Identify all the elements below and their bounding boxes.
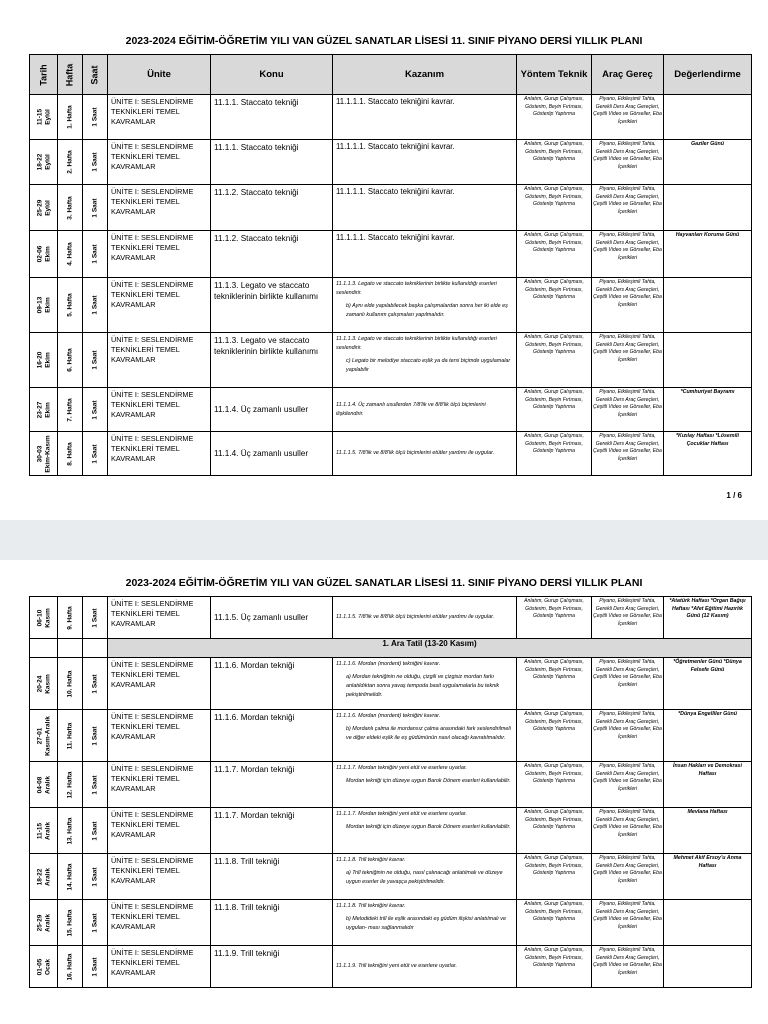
- cell-hafta-text: 10. Hafta: [66, 669, 74, 698]
- cell-saat: [83, 710, 108, 762]
- kazanim-main: 11.1.1.8. Trill tekniğini kavrar.: [336, 857, 406, 863]
- cell-saat-text: 1 Saat: [91, 774, 99, 795]
- cell-degerlendirme: [664, 95, 752, 140]
- cell-tarih: [30, 658, 58, 710]
- cell-hafta-text: 1. Hafta: [66, 105, 74, 129]
- table-row: [30, 946, 752, 988]
- cell-yontem: Anlatım, Gurup Çalışması, Gösterim, Beyin Fırtınası, Gösteriip Yaptırma: [517, 278, 592, 333]
- cell-tarih-text: 11-15 Eylül: [36, 108, 51, 126]
- cell-hafta: [58, 231, 83, 278]
- header-degerlendirme: Değerlendirme: [664, 55, 752, 95]
- cell-hafta-text: 6. Hafta: [66, 348, 74, 372]
- header-kazanim: Kazanım: [333, 55, 517, 95]
- cell-hafta: [58, 808, 83, 854]
- cell-arac: Piyano, Etkileşimli Tahta, Gerekli Ders Araç Gereçleri, Çeşitli Video ve Görseller, Eba İçerikleri: [592, 388, 664, 432]
- cell-unite: ÜNİTE I: SESLENDİRME TEKNİKLERİ TEMEL KAVRAMLAR: [108, 95, 211, 140]
- table-row: [30, 808, 752, 854]
- cell-hafta: [58, 333, 83, 388]
- cell-saat: [83, 658, 108, 710]
- holiday-blank: [30, 639, 58, 658]
- cell-konu: 11.1.8. Trill tekniği: [211, 854, 333, 900]
- cell-hafta-text: 5. Hafta: [66, 293, 74, 317]
- table-row: [30, 710, 752, 762]
- cell-kazanim: [333, 278, 517, 333]
- holiday-label: 1. Ara Tatil (13-20 Kasım): [108, 639, 752, 658]
- cell-kazanim: [333, 946, 517, 988]
- header-saat: Saat: [83, 55, 108, 95]
- cell-tarih-text: 18-22 Eylül: [36, 153, 51, 171]
- cell-arac: Piyano, Etkileşimli Tahta, Gerekli Ders Araç Gereçleri, Çeşitli Video ve Görseller, Eba İçerikleri: [592, 658, 664, 710]
- kazanim-detail: b) Mordanlı çalma ile mordansız çalma arasındaki fark seslendirilmeli ve diğer eldeki eşlik ile eş güdümünün nasıl olacağı kavratılmalıdır.: [346, 726, 511, 741]
- cell-unite: ÜNİTE I: SESLENDİRME TEKNİKLERİ TEMEL KAVRAMLAR: [108, 185, 211, 231]
- page-number: 1 / 6: [726, 491, 742, 500]
- cell-saat-text: 1 Saat: [91, 956, 99, 977]
- cell-saat: [83, 95, 108, 140]
- table-row: [30, 95, 752, 140]
- cell-yontem: Anlatım, Gurup Çalışması, Gösterim, Beyin Fırtınası, Gösteriip Yaptırma: [517, 808, 592, 854]
- cell-konu: 11.1.1. Staccato tekniği: [211, 140, 333, 185]
- cell-hafta: [58, 95, 83, 140]
- cell-unite: ÜNİTE I: SESLENDİRME TEKNİKLERİ TEMEL KAVRAMLAR: [108, 900, 211, 946]
- cell-konu: 11.1.6. Mordan tekniği: [211, 658, 333, 710]
- cell-unite: ÜNİTE I: SESLENDİRME TEKNİKLERİ TEMEL KAVRAMLAR: [108, 710, 211, 762]
- cell-konu: 11.1.1. Staccato tekniği: [211, 95, 333, 140]
- cell-hafta-text: 16. Hafta: [66, 952, 74, 981]
- kazanim-main: 11.1.1.1. Staccato tekniğini kavrar.: [336, 233, 455, 242]
- kazanim-main: 11.1.1.5. 7/8'lik ve 8/8'lik ölçü biçimlerini etütler yardımı ile uygular.: [336, 450, 495, 456]
- kazanim-detail: c) Legato bir melodiye staccato eşlik ya da tersi biçimde uygulamalar yapılabilir: [346, 358, 511, 373]
- cell-konu: 11.1.5. Üç zamanlı usuller: [211, 597, 333, 639]
- cell-konu: 11.1.9. Trill tekniği: [211, 946, 333, 988]
- kazanim-detail: Mordan tekniği için düzeye uygun Barok Dönem eserleri kullanılabilir.: [346, 824, 511, 830]
- kazanim-detail: a) Trill tekniğinin ne olduğu, nasıl çalınacağı anlatılmalı ve düzeye uygun eserler ile yavaşça pekiştirilmelidir.: [346, 870, 503, 885]
- cell-tarih: [30, 946, 58, 988]
- cell-konu: 11.1.4. Üç zamanlı usuller: [211, 388, 333, 432]
- cell-saat-text: 1 Saat: [91, 912, 99, 933]
- cell-tarih-text: 16-20 Ekim: [36, 351, 51, 369]
- cell-tarih: [30, 900, 58, 946]
- cell-hafta-text: 12. Hafta: [66, 770, 74, 799]
- kazanim-main: 11.1.1.9. Trill tekniğini yeni etüt ve eserlere uyarlar.: [336, 963, 457, 969]
- kazanim-main: 11.1.1.1. Staccato tekniğini kavrar.: [336, 142, 455, 151]
- cell-hafta-text: 3. Hafta: [66, 195, 74, 220]
- cell-degerlendirme: *Öğretmenler Günü *Dünya Felsefe Günü: [664, 658, 752, 710]
- yearly-plan-table: [29, 54, 752, 476]
- cell-unite: ÜNİTE I: SESLENDİRME TEKNİKLERİ TEMEL KAVRAMLAR: [108, 946, 211, 988]
- table-row: [30, 432, 752, 476]
- document-title: 2023-2024 EĞİTİM-ÖĞRETİM YILI VAN GÜZEL SANATLAR LİSESİ 11. SINIF PİYANO DERSİ YILLIK PLANI: [125, 577, 643, 589]
- cell-unite: ÜNİTE I: SESLENDİRME TEKNİKLERİ TEMEL KAVRAMLAR: [108, 432, 211, 476]
- cell-degerlendirme: İnsan Hakları ve Demokrasi Haftası: [664, 762, 752, 808]
- kazanim-detail: b) Aynı elde yapılabilecek başka çalışmalardan sonra her iki elde eş zamanlı kullanım çalışmaları yapılmalıdır.: [346, 303, 508, 318]
- cell-saat: [83, 333, 108, 388]
- table-row: [30, 278, 752, 333]
- cell-yontem: Anlatım, Gurup Çalışması, Gösterim, Beyin Fırtınası, Gösteriip Yaptırma: [517, 854, 592, 900]
- header-unite: Ünite: [108, 55, 211, 95]
- cell-tarih: [30, 278, 58, 333]
- cell-tarih: [30, 808, 58, 854]
- cell-hafta: [58, 278, 83, 333]
- cell-yontem: Anlatım, Gurup Çalışması, Gösterim, Beyin Fırtınası, Gösteriip Yaptırma: [517, 762, 592, 808]
- cell-yontem: Anlatım, Gurup Çalışması, Gösterim, Beyin Fırtınası, Gösteriip Yaptırma: [517, 658, 592, 710]
- cell-yontem: Anlatım, Gurup Çalışması, Gösterim, Beyin Fırtınası, Gösteriip Yaptırma: [517, 388, 592, 432]
- cell-saat-text: 1 Saat: [91, 673, 99, 694]
- cell-saat-text: 1 Saat: [91, 443, 99, 464]
- cell-kazanim: [333, 388, 517, 432]
- cell-unite: ÜNİTE I: SESLENDİRME TEKNİKLERİ TEMEL KAVRAMLAR: [108, 762, 211, 808]
- cell-degerlendirme: Gaziler Günü: [664, 140, 752, 185]
- table-row: [30, 597, 752, 639]
- cell-yontem: Anlatım, Gurup Çalışması, Gösterim, Beyin Fırtınası, Gösteriip Yaptırma: [517, 710, 592, 762]
- cell-tarih-text: 04-08 Aralık: [36, 775, 51, 794]
- table-body-page-2: [30, 597, 752, 988]
- cell-kazanim: [333, 710, 517, 762]
- cell-hafta: [58, 388, 83, 432]
- cell-arac: Piyano, Etkileşimli Tahta, Gerekli Ders Araç Gereçleri, Çeşitli Video ve Görseller, Eba İçerikleri: [592, 710, 664, 762]
- holiday-blank: [83, 639, 108, 658]
- table-row: [30, 900, 752, 946]
- cell-tarih-text: 25-29 Eylül: [36, 199, 51, 216]
- cell-tarih-text: 02-06 Ekim: [36, 245, 51, 263]
- cell-unite: ÜNİTE I: SESLENDİRME TEKNİKLERİ TEMEL KAVRAMLAR: [108, 658, 211, 710]
- cell-hafta-text: 8. Hafta: [66, 441, 74, 466]
- cell-tarih-text: 01-05 Ocak: [36, 958, 51, 975]
- cell-arac: Piyano, Etkileşimli Tahta, Gerekli Ders Araç Gereçleri, Çeşitli Video ve Görseller, Eba İçerikleri: [592, 278, 664, 333]
- cell-hafta-text: 9. Hafta: [66, 605, 74, 630]
- header-tarih: Tarih: [30, 55, 58, 95]
- cell-saat: [83, 597, 108, 639]
- table-row: [30, 140, 752, 185]
- cell-kazanim: [333, 185, 517, 231]
- kazanim-main: 11.1.1.7. Mordan tekniğini yeni etüt ve eserlere uyarlar.: [336, 765, 467, 771]
- cell-hafta-text: 7. Hafta: [66, 397, 74, 422]
- cell-degerlendirme: *Dünya Engelliler Günü: [664, 710, 752, 762]
- kazanim-main: 11.1.1.7. Mordan tekniğini yeni etüt ve eserlere uyarlar.: [336, 811, 467, 817]
- page-separator: [0, 520, 768, 560]
- cell-tarih-text: 06-10 Kasım: [36, 607, 51, 628]
- cell-tarih: [30, 388, 58, 432]
- cell-hafta: [58, 185, 83, 231]
- table-row: [30, 658, 752, 710]
- header-yontem: Yöntem Teknik: [517, 55, 592, 95]
- cell-arac: Piyano, Etkileşimli Tahta, Gerekli Ders Araç Gereçleri, Çeşitli Video ve Görseller, Eba İçerikleri: [592, 808, 664, 854]
- cell-unite: ÜNİTE I: SESLENDİRME TEKNİKLERİ TEMEL KAVRAMLAR: [108, 808, 211, 854]
- cell-yontem: Anlatım, Gurup Çalışması, Gösterim, Beyin Fırtınası, Gösteriip Yaptırma: [517, 900, 592, 946]
- cell-tarih: [30, 185, 58, 231]
- cell-hafta: [58, 658, 83, 710]
- cell-konu: 11.1.7. Mordan tekniği: [211, 808, 333, 854]
- cell-unite: ÜNİTE I: SESLENDİRME TEKNİKLERİ TEMEL KAVRAMLAR: [108, 854, 211, 900]
- cell-tarih: [30, 231, 58, 278]
- cell-saat: [83, 762, 108, 808]
- cell-saat: [83, 854, 108, 900]
- kazanim-main: 11.1.1.3. Legato ve staccato tekniklerinin birlikte kullanıldığı eserleri seslendirir.: [336, 336, 497, 351]
- cell-unite: ÜNİTE I: SESLENDİRME TEKNİKLERİ TEMEL KAVRAMLAR: [108, 597, 211, 639]
- cell-saat: [83, 388, 108, 432]
- kazanim-main: 11.1.1.5. 7/8'lik ve 8/8'lik ölçü biçimlerini etütler yardımı ile uygular.: [336, 614, 495, 620]
- cell-unite: ÜNİTE I: SESLENDİRME TEKNİKLERİ TEMEL KAVRAMLAR: [108, 333, 211, 388]
- cell-saat: [83, 432, 108, 476]
- cell-tarih-text: 27-01 Kasım-Aralık: [36, 715, 51, 756]
- cell-konu: 11.1.7. Mordan tekniği: [211, 762, 333, 808]
- cell-saat: [83, 185, 108, 231]
- cell-tarih-text: 20-24 Kasım: [36, 673, 51, 694]
- cell-konu: 11.1.2. Staccato tekniği: [211, 231, 333, 278]
- document-page-2: [0, 560, 768, 1024]
- cell-hafta-text: 15. Hafta: [66, 908, 74, 937]
- cell-arac: Piyano, Etkileşimli Tahta, Gerekli Ders Araç Gereçleri, Çeşitli Video ve Görseller, Eba İçerikleri: [592, 140, 664, 185]
- cell-degerlendirme: *Cumhuriyet Bayramı: [664, 388, 752, 432]
- kazanim-main: 11.1.1.6. Mordan (mordent) tekniğini kavrar.: [336, 713, 441, 719]
- cell-kazanim: [333, 231, 517, 278]
- cell-tarih-text: 11-15 Aralık: [36, 821, 51, 840]
- cell-kazanim: [333, 140, 517, 185]
- cell-tarih-text: 18-22 Aralık: [36, 867, 51, 886]
- cell-yontem: Anlatım, Gurup Çalışması, Gösterim, Beyin Fırtınası, Gösteriip Yaptırma: [517, 140, 592, 185]
- cell-degerlendirme: Hayvanları Koruma Günü: [664, 231, 752, 278]
- cell-konu: 11.1.8. Trill tekniği: [211, 900, 333, 946]
- cell-tarih: [30, 597, 58, 639]
- kazanim-main: 11.1.1.6. Mordan (mordent) tekniğini kavrar.: [336, 661, 441, 667]
- cell-tarih-text: 09-13 Ekim: [36, 296, 51, 314]
- header-hafta: Hafta: [58, 55, 83, 95]
- cell-saat: [83, 946, 108, 988]
- cell-yontem: Anlatım, Gurup Çalışması, Gösterim, Beyin Fırtınası, Gösteriip Yaptırma: [517, 185, 592, 231]
- cell-saat: [83, 900, 108, 946]
- cell-arac: Piyano, Etkileşimli Tahta, Gerekli Ders Araç Gereçleri, Çeşitli Video ve Görseller, Eba İçerikleri: [592, 432, 664, 476]
- cell-hafta: [58, 140, 83, 185]
- cell-arac: Piyano, Etkileşimli Tahta, Gerekli Ders Araç Gereçleri, Çeşitli Video ve Görseller, Eba İçerikleri: [592, 95, 664, 140]
- cell-konu: 11.1.6. Mordan tekniği: [211, 710, 333, 762]
- cell-kazanim: [333, 95, 517, 140]
- cell-saat-text: 1 Saat: [91, 152, 99, 172]
- cell-degerlendirme: *Atatürk Haftası *Organ Bağışı Haftası *Afet Eğitimi Hazırlık Günü (12 Kasım): [664, 597, 752, 639]
- cell-hafta: [58, 946, 83, 988]
- cell-kazanim: [333, 762, 517, 808]
- kazanim-detail: b) Melodideki trill ile eşlik arasındaki eş güdüm ilişkisi anlatılmalı ve uygulan- ması sağlanmalıdır: [346, 916, 506, 931]
- cell-kazanim: [333, 333, 517, 388]
- kazanim-main: 11.1.1.4. Üç zamanlı usullerden 7/8'lik ve 8/8'lik ölçü biçimlerini ilişkilendirir.: [336, 401, 486, 417]
- table-row: [30, 231, 752, 278]
- kazanim-main: 11.1.1.8. Trill tekniğini kavrar.: [336, 903, 406, 909]
- cell-tarih: [30, 95, 58, 140]
- cell-hafta-text: 14. Hafta: [66, 862, 74, 891]
- cell-kazanim: [333, 854, 517, 900]
- cell-degerlendirme: [664, 946, 752, 988]
- cell-unite: ÜNİTE I: SESLENDİRME TEKNİKLERİ TEMEL KAVRAMLAR: [108, 388, 211, 432]
- kazanim-detail: Mordan tekniği için düzeye uygun Barok Dönem eserleri kullanılabilir.: [346, 778, 511, 784]
- cell-degerlendirme: [664, 900, 752, 946]
- cell-yontem: Anlatım, Gurup Çalışması, Gösterim, Beyin Fırtınası, Gösteriip Yaptırma: [517, 95, 592, 140]
- cell-saat-text: 1 Saat: [91, 197, 99, 218]
- cell-unite: ÜNİTE I: SESLENDİRME TEKNİKLERİ TEMEL KAVRAMLAR: [108, 278, 211, 333]
- cell-konu: 11.1.4. Üç zamanlı usuller: [211, 432, 333, 476]
- cell-saat: [83, 231, 108, 278]
- cell-arac: Piyano, Etkileşimli Tahta, Gerekli Ders Araç Gereçleri, Çeşitli Video ve Görseller, Eba İçerikleri: [592, 231, 664, 278]
- kazanim-main: 11.1.1.3. Legato ve staccato tekniklerinin birlikte kullanıldığı eserleri seslendirir.: [336, 281, 497, 296]
- cell-arac: Piyano, Etkileşimli Tahta, Gerekli Ders Araç Gereçleri, Çeşitli Video ve Görseller, Eba İçerikleri: [592, 854, 664, 900]
- cell-yontem: Anlatım, Gurup Çalışması, Gösterim, Beyin Fırtınası, Gösteriip Yaptırma: [517, 231, 592, 278]
- cell-degerlendirme: [664, 333, 752, 388]
- cell-saat-text: 1 Saat: [91, 607, 99, 628]
- cell-kazanim: [333, 900, 517, 946]
- cell-tarih: [30, 854, 58, 900]
- cell-tarih-text: 23-27 Ekim: [36, 401, 51, 418]
- table-row: [30, 854, 752, 900]
- cell-tarih: [30, 140, 58, 185]
- cell-arac: Piyano, Etkileşimli Tahta, Gerekli Ders Araç Gereçleri, Çeşitli Video ve Görseller, Eba İçerikleri: [592, 946, 664, 988]
- cell-hafta-text: 11. Hafta: [66, 722, 74, 749]
- header-arac: Araç Gereç: [592, 55, 664, 95]
- cell-kazanim: [333, 432, 517, 476]
- cell-yontem: Anlatım, Gurup Çalışması, Gösterim, Beyin Fırtınası, Gösteriip Yaptırma: [517, 333, 592, 388]
- cell-unite: ÜNİTE I: SESLENDİRME TEKNİKLERİ TEMEL KAVRAMLAR: [108, 140, 211, 185]
- cell-yontem: Anlatım, Gurup Çalışması, Gösterim, Beyin Fırtınası, Gösteriip Yaptırma: [517, 432, 592, 476]
- cell-yontem: Anlatım, Gurup Çalışması, Gösterim, Beyin Fırtınası, Gösteriip Yaptırma: [517, 597, 592, 639]
- cell-tarih: [30, 710, 58, 762]
- cell-arac: Piyano, Etkileşimli Tahta, Gerekli Ders Araç Gereçleri, Çeşitli Video ve Görseller, Eba İçerikleri: [592, 900, 664, 946]
- cell-degerlendirme: [664, 185, 752, 231]
- cell-konu: 11.1.3. Legato ve staccato tekniklerinin birlikte kullanımı: [211, 278, 333, 333]
- cell-kazanim: [333, 597, 517, 639]
- cell-arac: Piyano, Etkileşimli Tahta, Gerekli Ders Araç Gereçleri, Çeşitli Video ve Görseller, Eba İçerikleri: [592, 597, 664, 639]
- cell-hafta: [58, 710, 83, 762]
- cell-tarih: [30, 432, 58, 476]
- table-row: [30, 762, 752, 808]
- cell-arac: Piyano, Etkileşimli Tahta, Gerekli Ders Araç Gereçleri, Çeşitli Video ve Görseller, Eba İçerikleri: [592, 762, 664, 808]
- cell-tarih: [30, 762, 58, 808]
- table-row: [30, 388, 752, 432]
- header-konu: Konu: [211, 55, 333, 95]
- cell-saat-text: 1 Saat: [91, 350, 99, 370]
- cell-saat-text: 1 Saat: [91, 244, 99, 264]
- cell-saat-text: 1 Saat: [91, 820, 99, 841]
- cell-saat-text: 1 Saat: [91, 295, 99, 315]
- cell-hafta: [58, 432, 83, 476]
- table-header-row: [30, 55, 752, 95]
- cell-hafta: [58, 854, 83, 900]
- cell-degerlendirme: [664, 278, 752, 333]
- table-row: [30, 185, 752, 231]
- cell-hafta: [58, 597, 83, 639]
- cell-kazanim: [333, 808, 517, 854]
- cell-yontem: Anlatım, Gurup Çalışması, Gösterim, Beyin Fırtınası, Gösteriip Yaptırma: [517, 946, 592, 988]
- cell-hafta-text: 4. Hafta: [66, 242, 74, 266]
- cell-degerlendirme: *Kızılay Haftası *Lösemili Çocuklar Haftası: [664, 432, 752, 476]
- cell-arac: Piyano, Etkileşimli Tahta, Gerekli Ders Araç Gereçleri, Çeşitli Video ve Görseller, Eba İçerikleri: [592, 333, 664, 388]
- cell-hafta-text: 2. Hafta: [66, 150, 74, 174]
- cell-konu: 11.1.2. Staccato tekniği: [211, 185, 333, 231]
- cell-hafta: [58, 762, 83, 808]
- cell-tarih-text: 30-03 Ekim-Kasım: [36, 434, 51, 473]
- cell-tarih-text: 25-29 Aralık: [36, 913, 51, 932]
- table-body-page-1: [30, 95, 752, 476]
- cell-hafta: [58, 900, 83, 946]
- cell-saat: [83, 278, 108, 333]
- kazanim-main: 11.1.1.1. Staccato tekniğini kavrar.: [336, 97, 455, 106]
- cell-tarih: [30, 333, 58, 388]
- cell-saat: [83, 808, 108, 854]
- holiday-row: [30, 639, 752, 658]
- table-row: [30, 333, 752, 388]
- cell-saat-text: 1 Saat: [91, 399, 99, 420]
- kazanim-main: 11.1.1.1. Staccato tekniğini kavrar.: [336, 187, 455, 196]
- cell-arac: Piyano, Etkileşimli Tahta, Gerekli Ders Araç Gereçleri, Çeşitli Video ve Görseller, Eba İçerikleri: [592, 185, 664, 231]
- kazanim-detail: a) Mordan tekniğinin ne olduğu, çizgili ve çizgisiz mordan farkı anlatıldıktan sonra yavaş tempoda basit uygulamalarla bu teknik pekiştirilmelidir.: [346, 674, 500, 698]
- yearly-plan-table: [29, 596, 752, 988]
- holiday-blank: [58, 639, 83, 658]
- cell-degerlendirme: Mehmet Akif Ersoy'u Anma Haftası: [664, 854, 752, 900]
- cell-saat: [83, 140, 108, 185]
- cell-unite: ÜNİTE I: SESLENDİRME TEKNİKLERİ TEMEL KAVRAMLAR: [108, 231, 211, 278]
- cell-hafta-text: 13. Hafta: [66, 816, 74, 845]
- document-title: 2023-2024 EĞİTİM-ÖĞRETİM YILI VAN GÜZEL SANATLAR LİSESİ 11. SINIF PİYANO DERSİ YILLIK PLANI: [125, 35, 643, 47]
- cell-saat-text: 1 Saat: [91, 725, 99, 746]
- cell-konu: 11.1.3. Legato ve staccato tekniklerinin birlikte kullanımı: [211, 333, 333, 388]
- cell-kazanim: [333, 658, 517, 710]
- cell-saat-text: 1 Saat: [91, 866, 99, 887]
- cell-degerlendirme: Mevlana Haftası: [664, 808, 752, 854]
- cell-saat-text: 1 Saat: [91, 107, 99, 127]
